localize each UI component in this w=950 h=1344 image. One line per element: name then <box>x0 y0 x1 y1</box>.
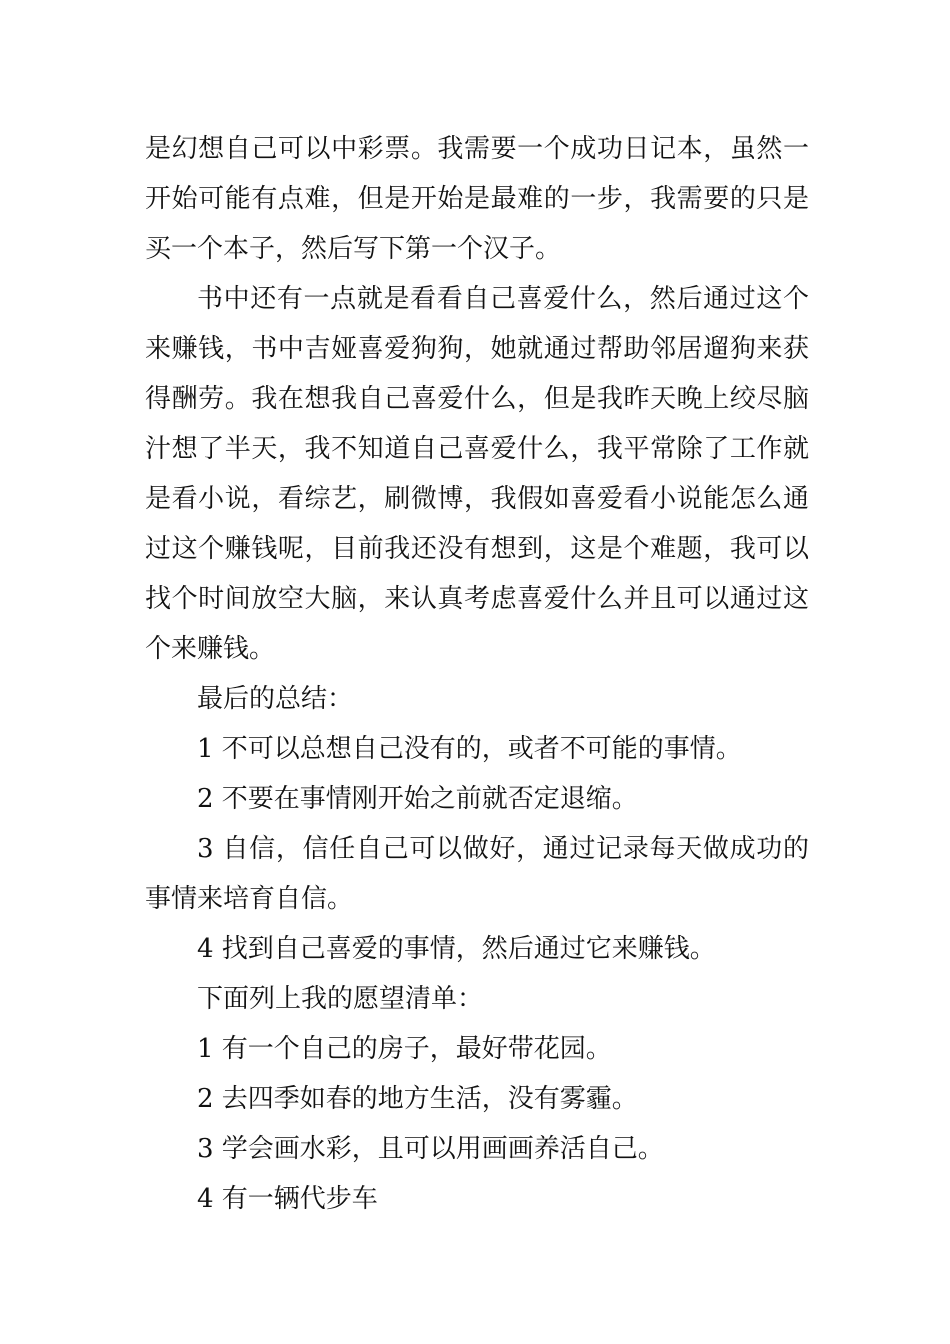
wishlist-item-2: 2 去四季如春的地方生活，没有雾霾。 <box>197 1084 638 1114</box>
paragraph-continuation: 是幻想自己可以中彩票。我需要一个成功日记本，虽然一开始可能有点难，但是开始是最难的一步，我需要的只是买一个本子，然后写下第一个汉子。 <box>145 134 809 264</box>
summary-item-2: 2 不要在事情刚开始之前就否定退缩。 <box>197 784 638 814</box>
summary-item-4: 4 找到自己喜爱的事情，然后通过它来赚钱。 <box>197 934 716 964</box>
wishlist-heading: 下面列上我的愿望清单： <box>197 984 484 1014</box>
wishlist-item-4: 4 有一辆代步车 <box>197 1184 378 1214</box>
wishlist-item-3: 3 学会画水彩，且可以用画画养活自己。 <box>197 1134 664 1164</box>
summary-item-1: 1 不可以总想自己没有的，或者不可能的事情。 <box>197 734 742 764</box>
summary-item-3: 3 自信，信任自己可以做好，通过记录每天做成功的事情来培育自信。 <box>145 834 809 914</box>
wishlist-item-1: 1 有一个自己的房子，最好带花园。 <box>197 1034 612 1064</box>
document-page <box>145 124 809 1224</box>
summary-heading: 最后的总结： <box>197 684 354 714</box>
paragraph-book-hobby: 书中还有一点就是看看自己喜爱什么，然后通过这个来赚钱，书中吉娅喜爱狗狗，她就通过帮助邻居遛狗来获得酬劳。我在想我自己喜爱什么，但是我昨天晚上绞尽脑汁想了半天，我不知道自己喜爱什么，我平常除了工作就是看小说，看综艺，刷微博，我假如喜爱看小说能怎么通过这个赚钱呢，目前我还没有想到，这是个难题，我可以找个时间放空大脑，来认真考虑喜爱什么并且可以通过这个来赚钱。 <box>145 284 809 664</box>
